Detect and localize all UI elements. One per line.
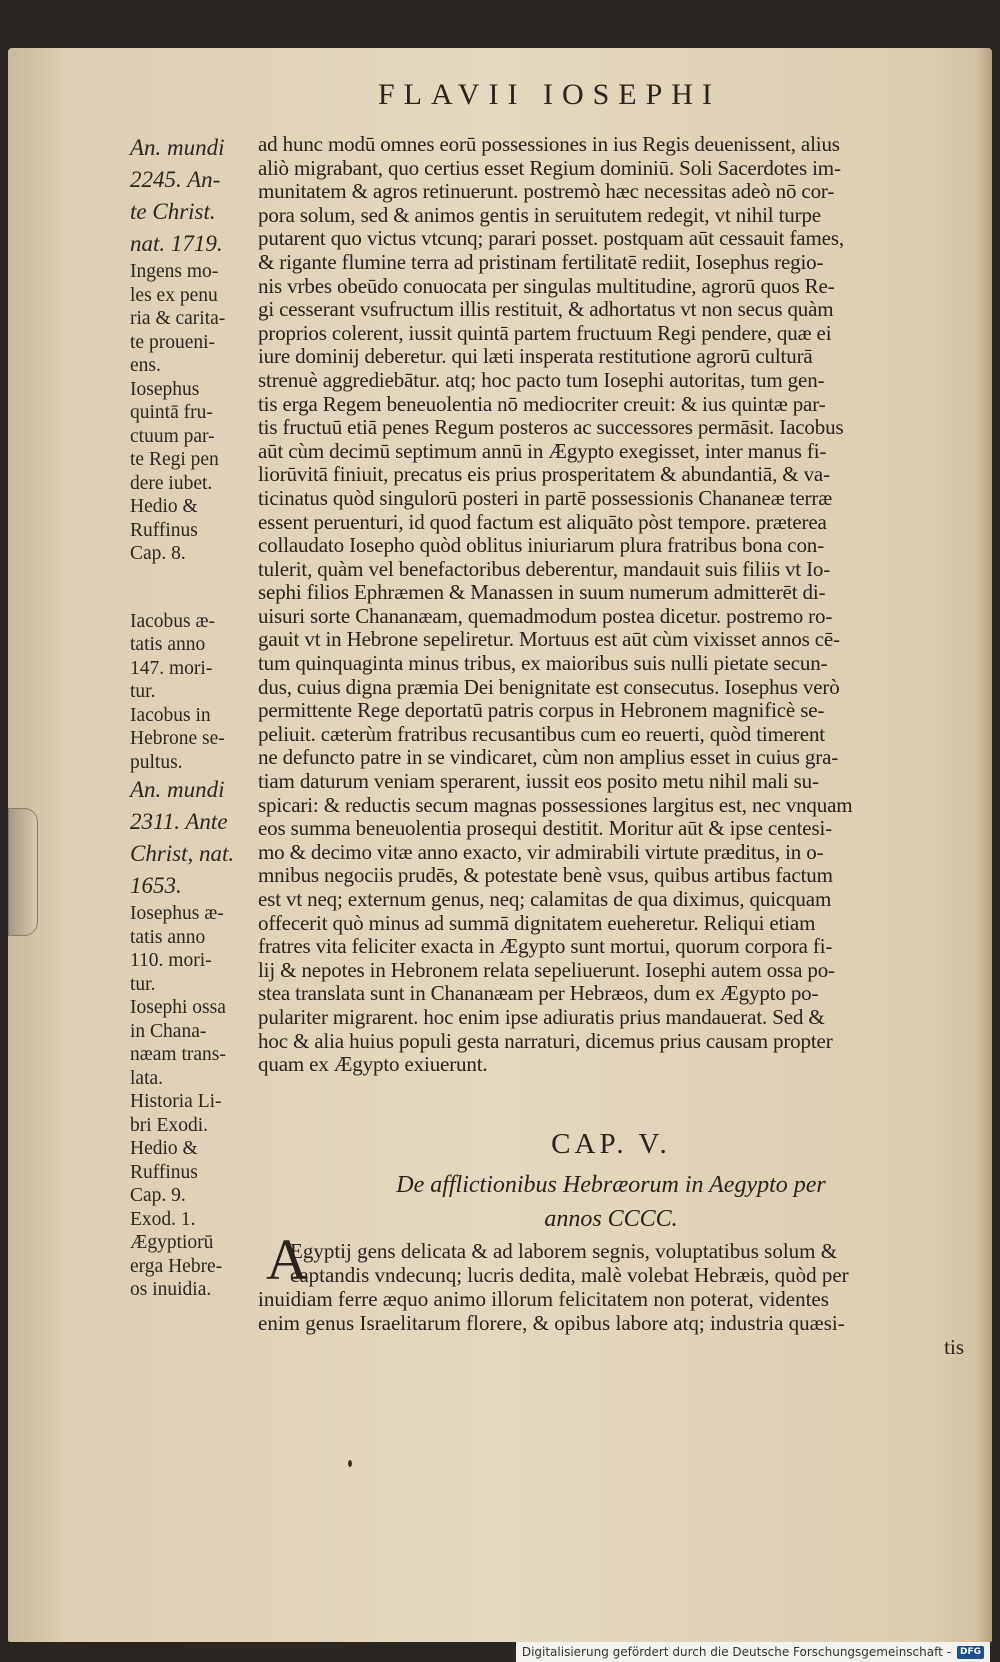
margin-note: nat. 1719.	[130, 231, 223, 256]
text-line: dus, cuius digna præmia Dei benignitate est consecutus. Iosephus verò	[258, 675, 840, 699]
margin-note: 1653.	[130, 873, 182, 898]
running-head: FLAVII IOSEPHI	[378, 78, 721, 111]
margin-note: quintā fru-	[130, 402, 213, 423]
margin-note: tatis anno	[130, 926, 206, 948]
chapter-text-line: inuidiam ferre æquo animo illorum felicitatem non poterat, videntes	[258, 1287, 829, 1311]
margin-note: Ruffinus	[130, 519, 198, 541]
margin-note: Iosephus æ-	[130, 903, 224, 924]
digitization-footer	[516, 1642, 990, 1662]
text-line: peliuit. cæterùm fratribus recusantibus cum eo reuerti, quòd timerent	[258, 722, 825, 746]
text-line: tiam daturum veniam sperarent, iussit eos posito metu nihil mali su-	[258, 770, 819, 794]
margin-note: Historia Li-	[130, 1091, 222, 1112]
text-line: munitatem & agros retinuerunt. postremò hæc necessitas adeò nō cor-	[258, 180, 835, 204]
margin-note: næam trans-	[130, 1044, 226, 1065]
margin-note: ria & carita-	[130, 308, 226, 329]
margin-note: Iacobus æ-	[130, 610, 216, 632]
margin-note: Hedio &	[130, 496, 198, 517]
margin-note: erga Hebre-	[130, 1255, 223, 1277]
text-line: aūt cùm decimū septimum annū in Ægypto exegisset, inter manus fi-	[258, 439, 827, 463]
text-line: aliò migrabant, quo certius esset Regium dominiū. Soli Sacerdotes im-	[258, 156, 841, 180]
chapter-body	[258, 1239, 964, 1359]
dfg-logo-icon: DFG	[957, 1646, 984, 1659]
margin-note: tatis anno	[130, 634, 206, 655]
chapter-subtitle	[258, 1168, 964, 1236]
margin-note: ctuum par-	[130, 425, 215, 447]
text-line: uisuri sorte Chananæam, quemadmodum postea dicetur. postremo ro-	[258, 604, 833, 628]
text-line: est vt neq; externum genus, neq; calamitas de qua diximus, quicquam	[258, 888, 832, 911]
text-line: & rigante flumine terra ad pristinam fertilitatē rediit, Iosephus regio-	[258, 250, 824, 274]
chapter-text-line: Egyptij gens delicata & ad laborem segnis, voluptatibus solum &	[290, 1239, 838, 1263]
margin-note: Iacobus in	[130, 704, 211, 726]
margin-note: An. mundi	[130, 135, 225, 160]
chapter-subtitle-line-2: annos CCCC.	[544, 1206, 678, 1232]
margin-note	[130, 566, 255, 610]
text-line: sephi filios Ephræmen & Manassen in suum numerum admitterēt di-	[258, 581, 826, 605]
margin-note: Hebrone se-	[130, 728, 225, 749]
book-page	[8, 48, 992, 1642]
text-line: putarent quo victus vtcunq; parari posset. postquam aūt cessauit fames,	[258, 227, 844, 251]
margin-note: 110. mori-	[130, 950, 212, 971]
chapter-text-line: captandis vndecunq; lucris dedita, malè volebat Hebræis, quòd per	[290, 1263, 849, 1287]
margin-note: Christ, nat.	[130, 841, 235, 866]
text-line: tis erga Regem beneuolentia nō mediocriter creuit: & ius quintæ par-	[258, 392, 826, 416]
margin-note: An. mundi	[130, 777, 225, 802]
text-line: proprios colerent, iussit quintā partem fructuum Regi pendere, quæ ei	[258, 321, 832, 345]
margin-note: te proueni-	[130, 331, 216, 353]
margin-note: Iosephi ossa	[130, 997, 226, 1018]
ink-speck	[348, 1460, 352, 1467]
body-text	[258, 133, 964, 1077]
text-line: ne defuncto patre in se vindicaret, cùm non amplius esset in cuius gra-	[258, 746, 839, 770]
margin-note: 2311. Ante	[130, 809, 228, 834]
margin-note: Ægyptiorū	[130, 1232, 214, 1253]
margin-note: Ruffinus	[130, 1161, 198, 1183]
text-line: quam ex Ægypto exiuerunt.	[258, 1053, 488, 1077]
text-line: pora solum, sed & animos gentis in seruitutem redegit, vt nihil turpe	[258, 203, 821, 227]
margin-note: pultus.	[130, 751, 183, 773]
margin-note: 2245. An-	[130, 167, 221, 192]
text-line: tulerit, quàm vel benefactoribus deberentur, mandauit suis filiis vt Io-	[258, 557, 831, 581]
book-clasp	[8, 808, 38, 936]
margin-note: bri Exodi.	[130, 1114, 208, 1136]
margin-note: Cap. 8.	[130, 543, 186, 564]
margin-note: Hedio &	[130, 1138, 198, 1159]
margin-notes	[130, 132, 255, 1302]
margin-note: ens.	[130, 355, 161, 376]
text-line: nis vrbes obeūdo conuocata per singulas multitudine, agrorū quos Re-	[258, 274, 835, 298]
text-line: fratres vita feliciter exacta in Ægypto sunt mortui, quorum corpora fi-	[258, 935, 833, 959]
text-line: liorūvitā finiuit, precatus eis prius prosperitatem & abundantiā, & va-	[258, 463, 830, 487]
text-line: tum quinquaginta minus tribus, ex maioribus suis nulli pietate secun-	[258, 652, 828, 676]
margin-note: Iosephus	[130, 378, 200, 400]
margin-note: tur.	[130, 681, 156, 702]
text-line: hoc & alia huius populi gesta narraturi, dicemus prius causam propter	[258, 1029, 833, 1053]
margin-note: Cap. 9.	[130, 1185, 186, 1206]
margin-note: lata.	[130, 1067, 164, 1089]
text-line: ticinatus quòd singulorū posteri in partē possessionis Chananeæ terræ	[258, 486, 833, 510]
text-line: essent peruenturi, id quod factum est aliquāto pòst tempore. præterea	[258, 510, 827, 534]
text-line: eos summa beneuolentia prosequi destitit. Moritur aūt & ipse centesi-	[258, 817, 833, 841]
margin-note: 147. mori-	[130, 657, 213, 679]
chapter-title: CAP. V.	[551, 1128, 671, 1160]
text-line: pulariter migrarent. hoc enim ipse adiuratis prius mandauerat. Sed &	[258, 1005, 825, 1029]
text-line: iure dominij deberetur. qui læti insperata restitutione agrorū culturā	[258, 345, 813, 369]
margin-note: os inuidia.	[130, 1279, 212, 1300]
text-line: lij & nepotes in Hebronem relata sepeliuerunt. Iosephi autem ossa po-	[258, 958, 835, 982]
margin-note: tur.	[130, 973, 156, 995]
chapter-subtitle-line-1: De afflictionibus Hebræorum in Aegypto per	[396, 1172, 826, 1198]
text-line: tis fructuū etiā penes Regum posteros ac successores permāsit. Iacobus	[258, 416, 844, 440]
text-line: offecerit quò minus ad summā dignitatem eueheretur. Reliqui etiam	[258, 911, 816, 935]
margin-note: dere iubet.	[130, 472, 213, 494]
text-line: spicari: & reductis secum magnas possessiones largitus est, nec vnquam	[258, 793, 853, 817]
drop-cap: A	[266, 1227, 308, 1292]
page-edge-shadow	[976, 48, 992, 1642]
text-line: ad hunc modū omnes eorū possessiones in ius Regis deuenissent, alius	[258, 133, 840, 156]
text-line: collaudato Iosepho quòd oblitus iniuriarum plura fratribus bona con-	[258, 534, 824, 558]
text-line: stea translata sunt in Chananæam per Hebræos, dum ex Ægypto po-	[258, 982, 819, 1006]
margin-note: Ingens mo-	[130, 261, 219, 282]
margin-note: te Christ.	[130, 199, 216, 224]
margin-note: Exod. 1.	[130, 1208, 196, 1230]
text-line: strenuè aggrediebātur. atq; hoc pacto tum Iosephi autoritas, tum gen-	[258, 368, 825, 392]
text-line: mo & decimo vitæ anno exacto, vir admirabili virtute præditus, in o-	[258, 840, 824, 864]
margin-note: in Chana-	[130, 1020, 207, 1042]
margin-note: te Regi pen	[130, 449, 219, 470]
footer-text: Digitalisierung gefördert durch die Deutsche Forschungsgemeinschaft -	[521, 1645, 951, 1659]
text-line: permittente Rege deportatū patris corpus in Hebronem magnificè se-	[258, 699, 825, 723]
text-line: gauit vt in Hebrone sepeliretur. Mortuus est aūt cùm vixisset annos cē-	[258, 628, 840, 652]
chapter-text-line: tis	[944, 1335, 964, 1359]
text-line: mnibus negociis prudēs, & potestate benè vsus, quibus artibus factum	[258, 864, 833, 888]
margin-note: les ex penu	[130, 284, 218, 306]
text-line: gi cesserant vsufructum illis restituit, & adhortatus vt non secus quàm	[258, 298, 834, 322]
chapter-text-line: enim genus Israelitarum florere, & opibus labore atq; industria quæsi-	[258, 1311, 845, 1335]
